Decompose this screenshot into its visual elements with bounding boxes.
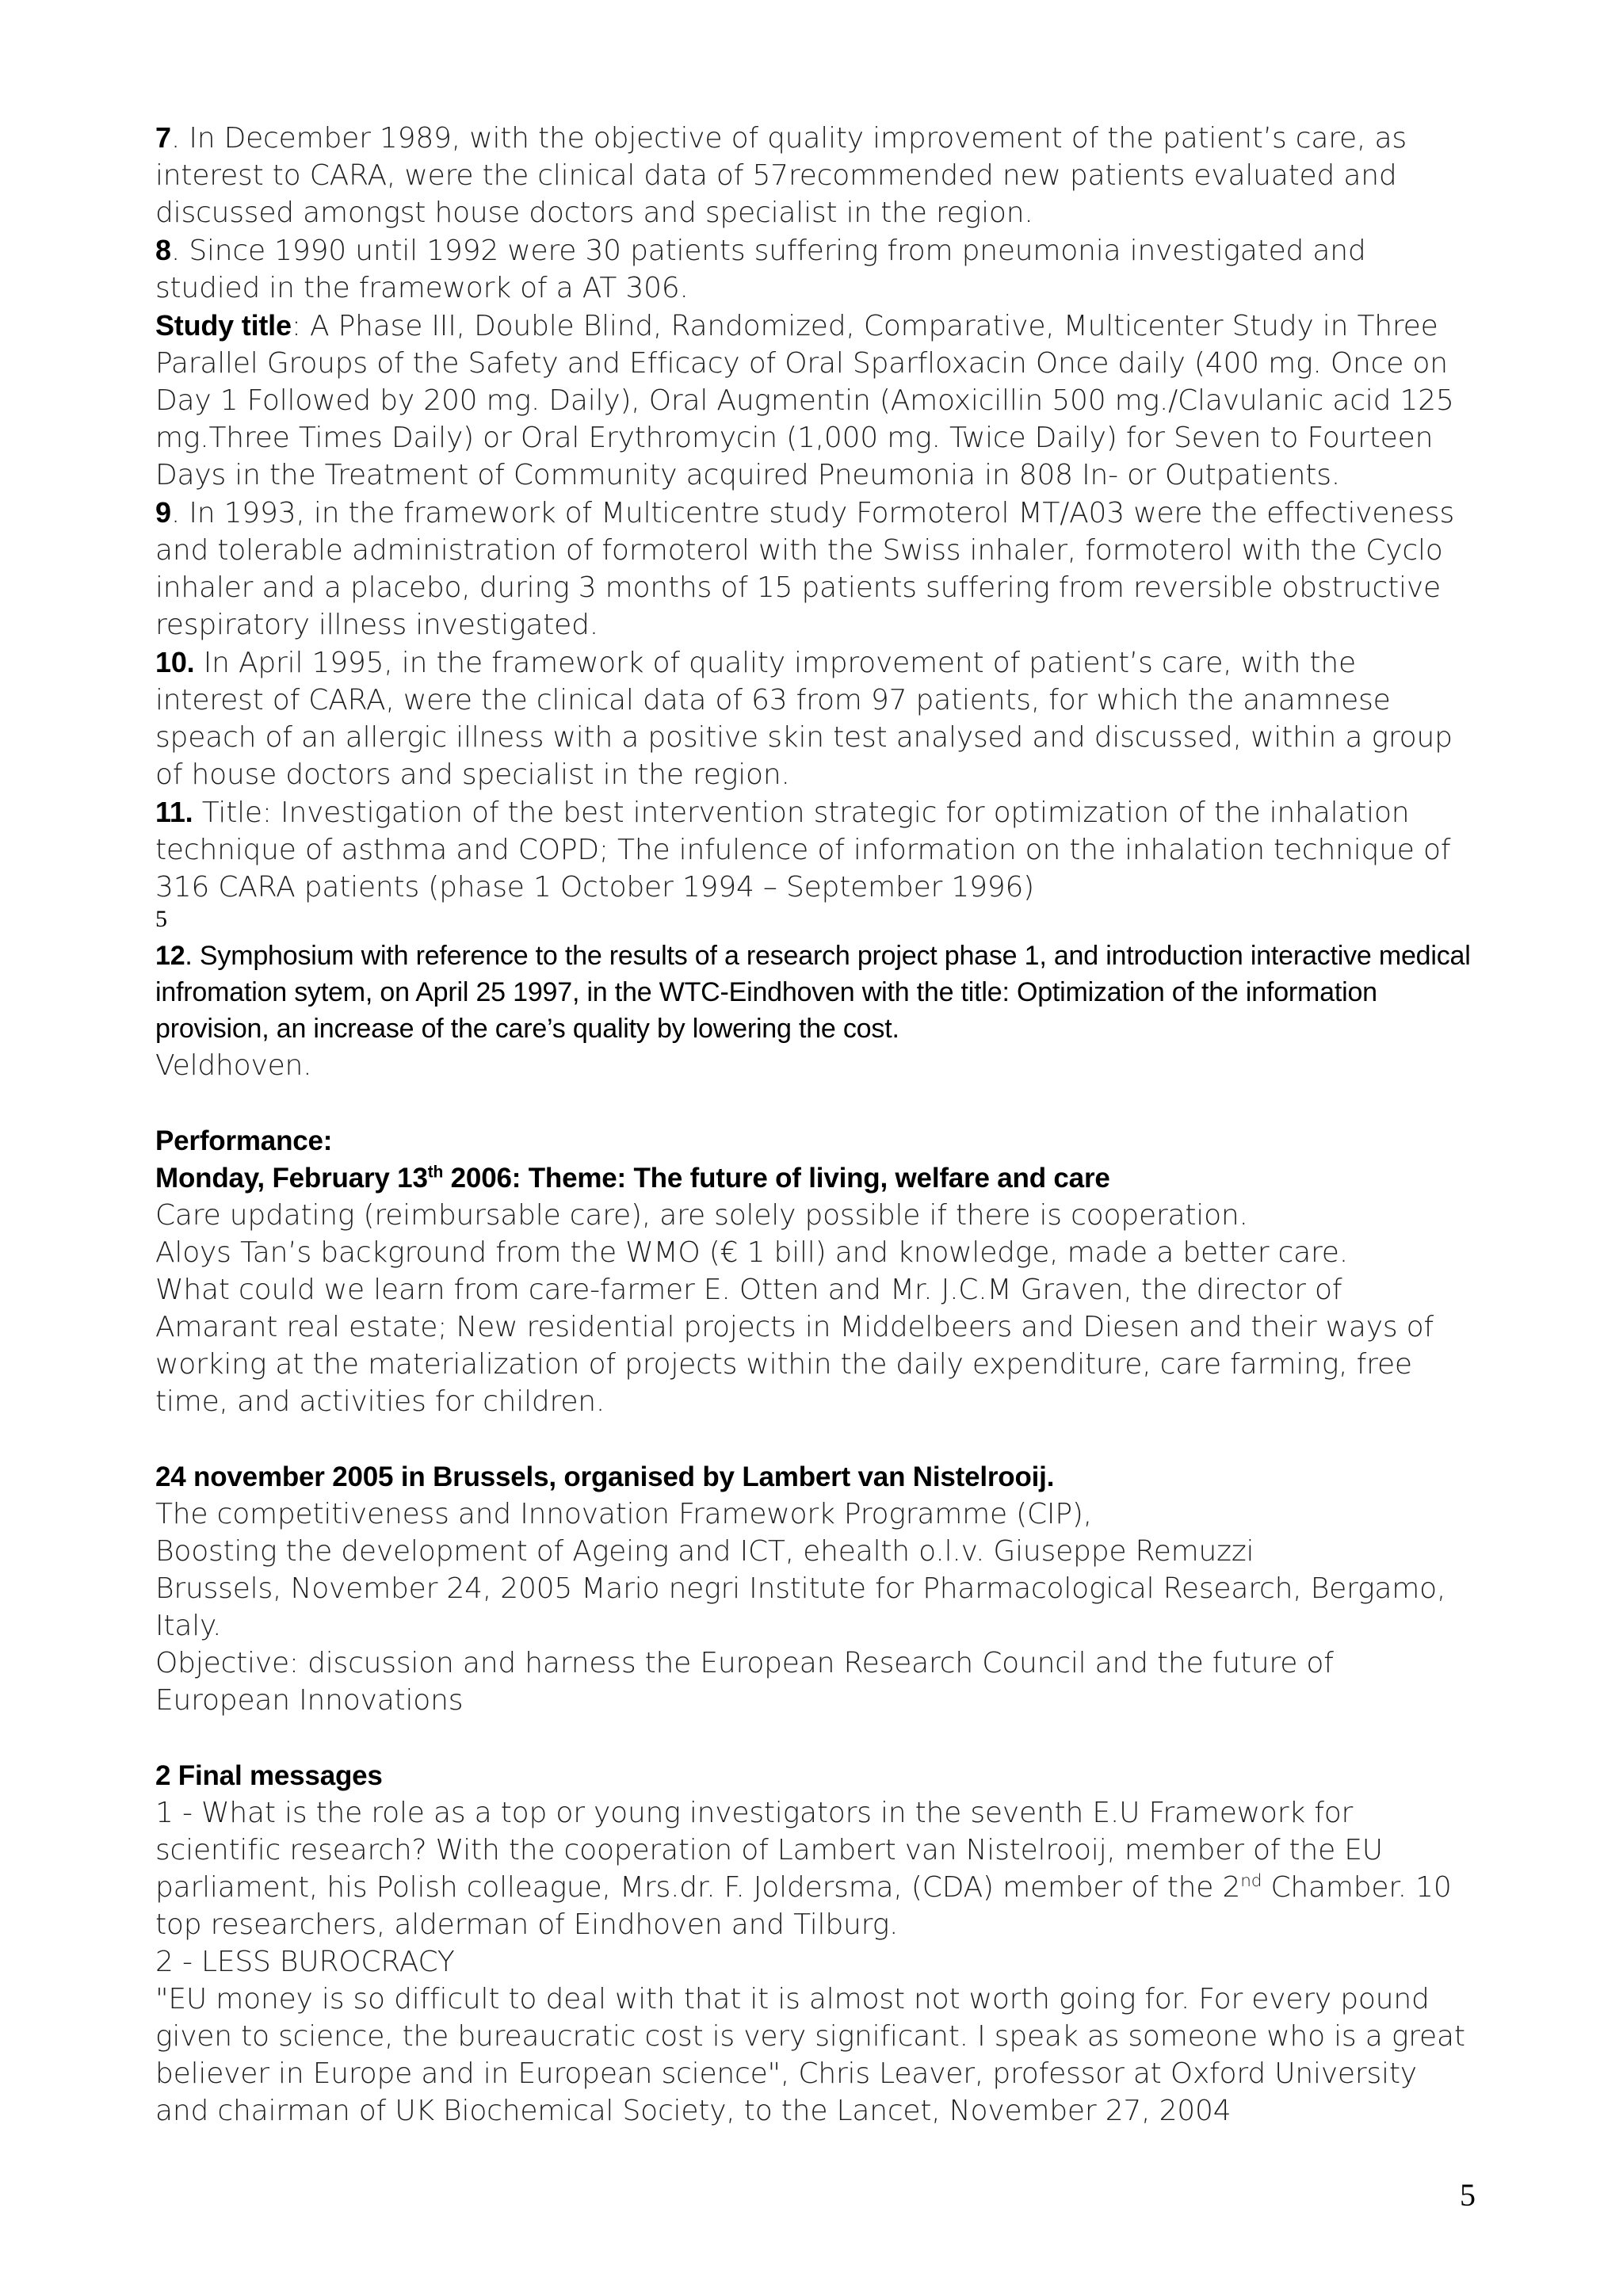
performance-date-text: Monday, February 13 xyxy=(155,1163,428,1194)
performance-line: Care updating (reimbursable care), are solely possible if there is cooperation. xyxy=(155,1199,1248,1232)
item-number: 8 xyxy=(155,234,171,266)
final-message-2-title: 2 - LESS BUROCRACY xyxy=(155,1946,455,1978)
item-number: 11. xyxy=(155,796,193,828)
performance-date xyxy=(155,1159,1471,1197)
final-message-1-text: 1 - What is the role as a top or young investigators in the seventh E.U Framework for scientific research? With the cooperation of Lambert van Nistelrooij, member of the EU parliament, his Polish colleague, Mrs.dr. F. Joldersma, (CDA) member of the 2 xyxy=(155,1797,1383,1904)
performance-date-sup: th xyxy=(427,1163,444,1182)
final-message-1 xyxy=(155,1794,1471,1943)
item-number: 10. xyxy=(155,646,195,678)
performance-theme: 2006: Theme: The future of living, welfare and care xyxy=(443,1163,1110,1194)
brussels-line: Brussels, November 24, 2005 Mario negri Institute for Pharmacological Research, Bergamo, Italy. xyxy=(155,1572,1446,1642)
page-number: 5 xyxy=(1460,2177,1476,2213)
item-text: . Since 1990 until 1992 were 30 patients suffering from pneumonia investigated and studied in the framework of a AT 306. xyxy=(155,235,1366,304)
document-body xyxy=(155,119,1471,2130)
item-10 xyxy=(155,644,1471,793)
final-message-2-quote: "EU money is so difficult to deal with that it is almost not worth going for. For every pound given to science, the bureaucratic cost is very significant. I speak as someone who is a great believer in Europe and in European science", Chris Leaver, professor at Oxford University and chairman of UK Biochemical Society, to the Lancet, November 27, 2004 xyxy=(155,1983,1465,2127)
brussels-heading: 24 november 2005 in Brussels, organised by Lambert van Nistelrooij. xyxy=(155,1461,1055,1492)
brussels-line: The competitiveness and Innovation Framework Programme (CIP), xyxy=(155,1498,1092,1530)
final-message-1-text-end: Chamber. 10 top researchers, alderman of Eindhoven and Tilburg. xyxy=(155,1871,1452,1941)
item-9 xyxy=(155,494,1471,644)
performance-heading: Performance: xyxy=(155,1125,333,1156)
item-number: 12 xyxy=(155,941,185,971)
study-title xyxy=(155,307,1471,494)
item-8 xyxy=(155,231,1471,307)
item-12 xyxy=(155,938,1471,1047)
item-text: . In December 1989, with the objective of quality improvement of the patient’s care, as interest to CARA, were the clinical data of 57recommended new patients evaluated and discussed amongst house doctors and specialist in the region. xyxy=(155,122,1407,229)
item-7 xyxy=(155,119,1471,231)
footnote-marker: 5 xyxy=(155,906,167,932)
item-number: 7 xyxy=(155,121,171,154)
item-text: In April 1995, in the framework of quality improvement of patient’s care, with the interest of CARA, were the clinical data of 63 from 97 patients, for which the anamnese speach of an allergic illness with a positive skin test analysed and discussed, within a group of house doctors and specialist in the region. xyxy=(155,647,1453,791)
final-messages-heading: 2 Final messages xyxy=(155,1760,383,1791)
performance-line: Aloys Tan’s background from the WMO (€ 1 bill) and knowledge, made a better care. xyxy=(155,1236,1348,1269)
item-text: . Symphosium with reference to the results of a research project phase 1, and introduction interactive medical infromation sytem, on April 25 1997, in the WTC-Eindhoven with the title: Optimization of the information provision, an increase of the care’s quality by lowering the cost. xyxy=(155,941,1471,1044)
item-number: 9 xyxy=(155,496,171,529)
item-text: . In 1993, in the framework of Multicentre study Formoterol MT/A03 were the effectiveness and tolerable administration of formoterol with the Swiss inhaler, formoterol with the Cyclo inhaler and a placebo, during 3 months of 15 patients suffering from reversible obstructive respiratory illness investigated. xyxy=(155,497,1455,641)
performance-line: What could we learn from care-farmer E. Otten and Mr. J.C.M Graven, the director of Amarant real estate; New residential projects in Middelbeers and Diesen and their ways of working at the materialization of projects within the daily expenditure, care farming, free time, and activities for children. xyxy=(155,1274,1434,1418)
item-11 xyxy=(155,793,1471,906)
item-text: Title: Investigation of the best intervention strategic for optimization of the inhalation technique of asthma and COPD; The infulence of information on the inhalation technique of 316 CARA patients (phase 1 October 1994 – September 1996) xyxy=(155,797,1451,904)
location-text: Veldhoven. xyxy=(155,1049,312,1082)
study-title-label: Study title xyxy=(155,309,292,342)
study-title-text: : A Phase III, Double Blind, Randomized, Comparative, Multicenter Study in Three Parallel Groups of the Safety and Efficacy of Oral Sparfloxacin Once daily (400 mg. Once on Day 1 Followed by 200 mg. Daily), Oral Augmentin (Amoxicillin 500 mg./Clavulanic acid 125 mg.Three Times Daily) or Oral Erythromycin (1,000 mg. Twice Daily) for Seven to Fourteen Days in the Treatment of Community acquired Pneumonia in 808 In- or Outpatients. xyxy=(155,310,1454,491)
brussels-line: Objective: discussion and harness the European Research Council and the future of European Innovations xyxy=(155,1647,1334,1717)
final-message-1-sup: nd xyxy=(1240,1871,1262,1891)
brussels-line: Boosting the development of Ageing and ICT, ehealth o.l.v. Giuseppe Remuzzi xyxy=(155,1535,1254,1568)
